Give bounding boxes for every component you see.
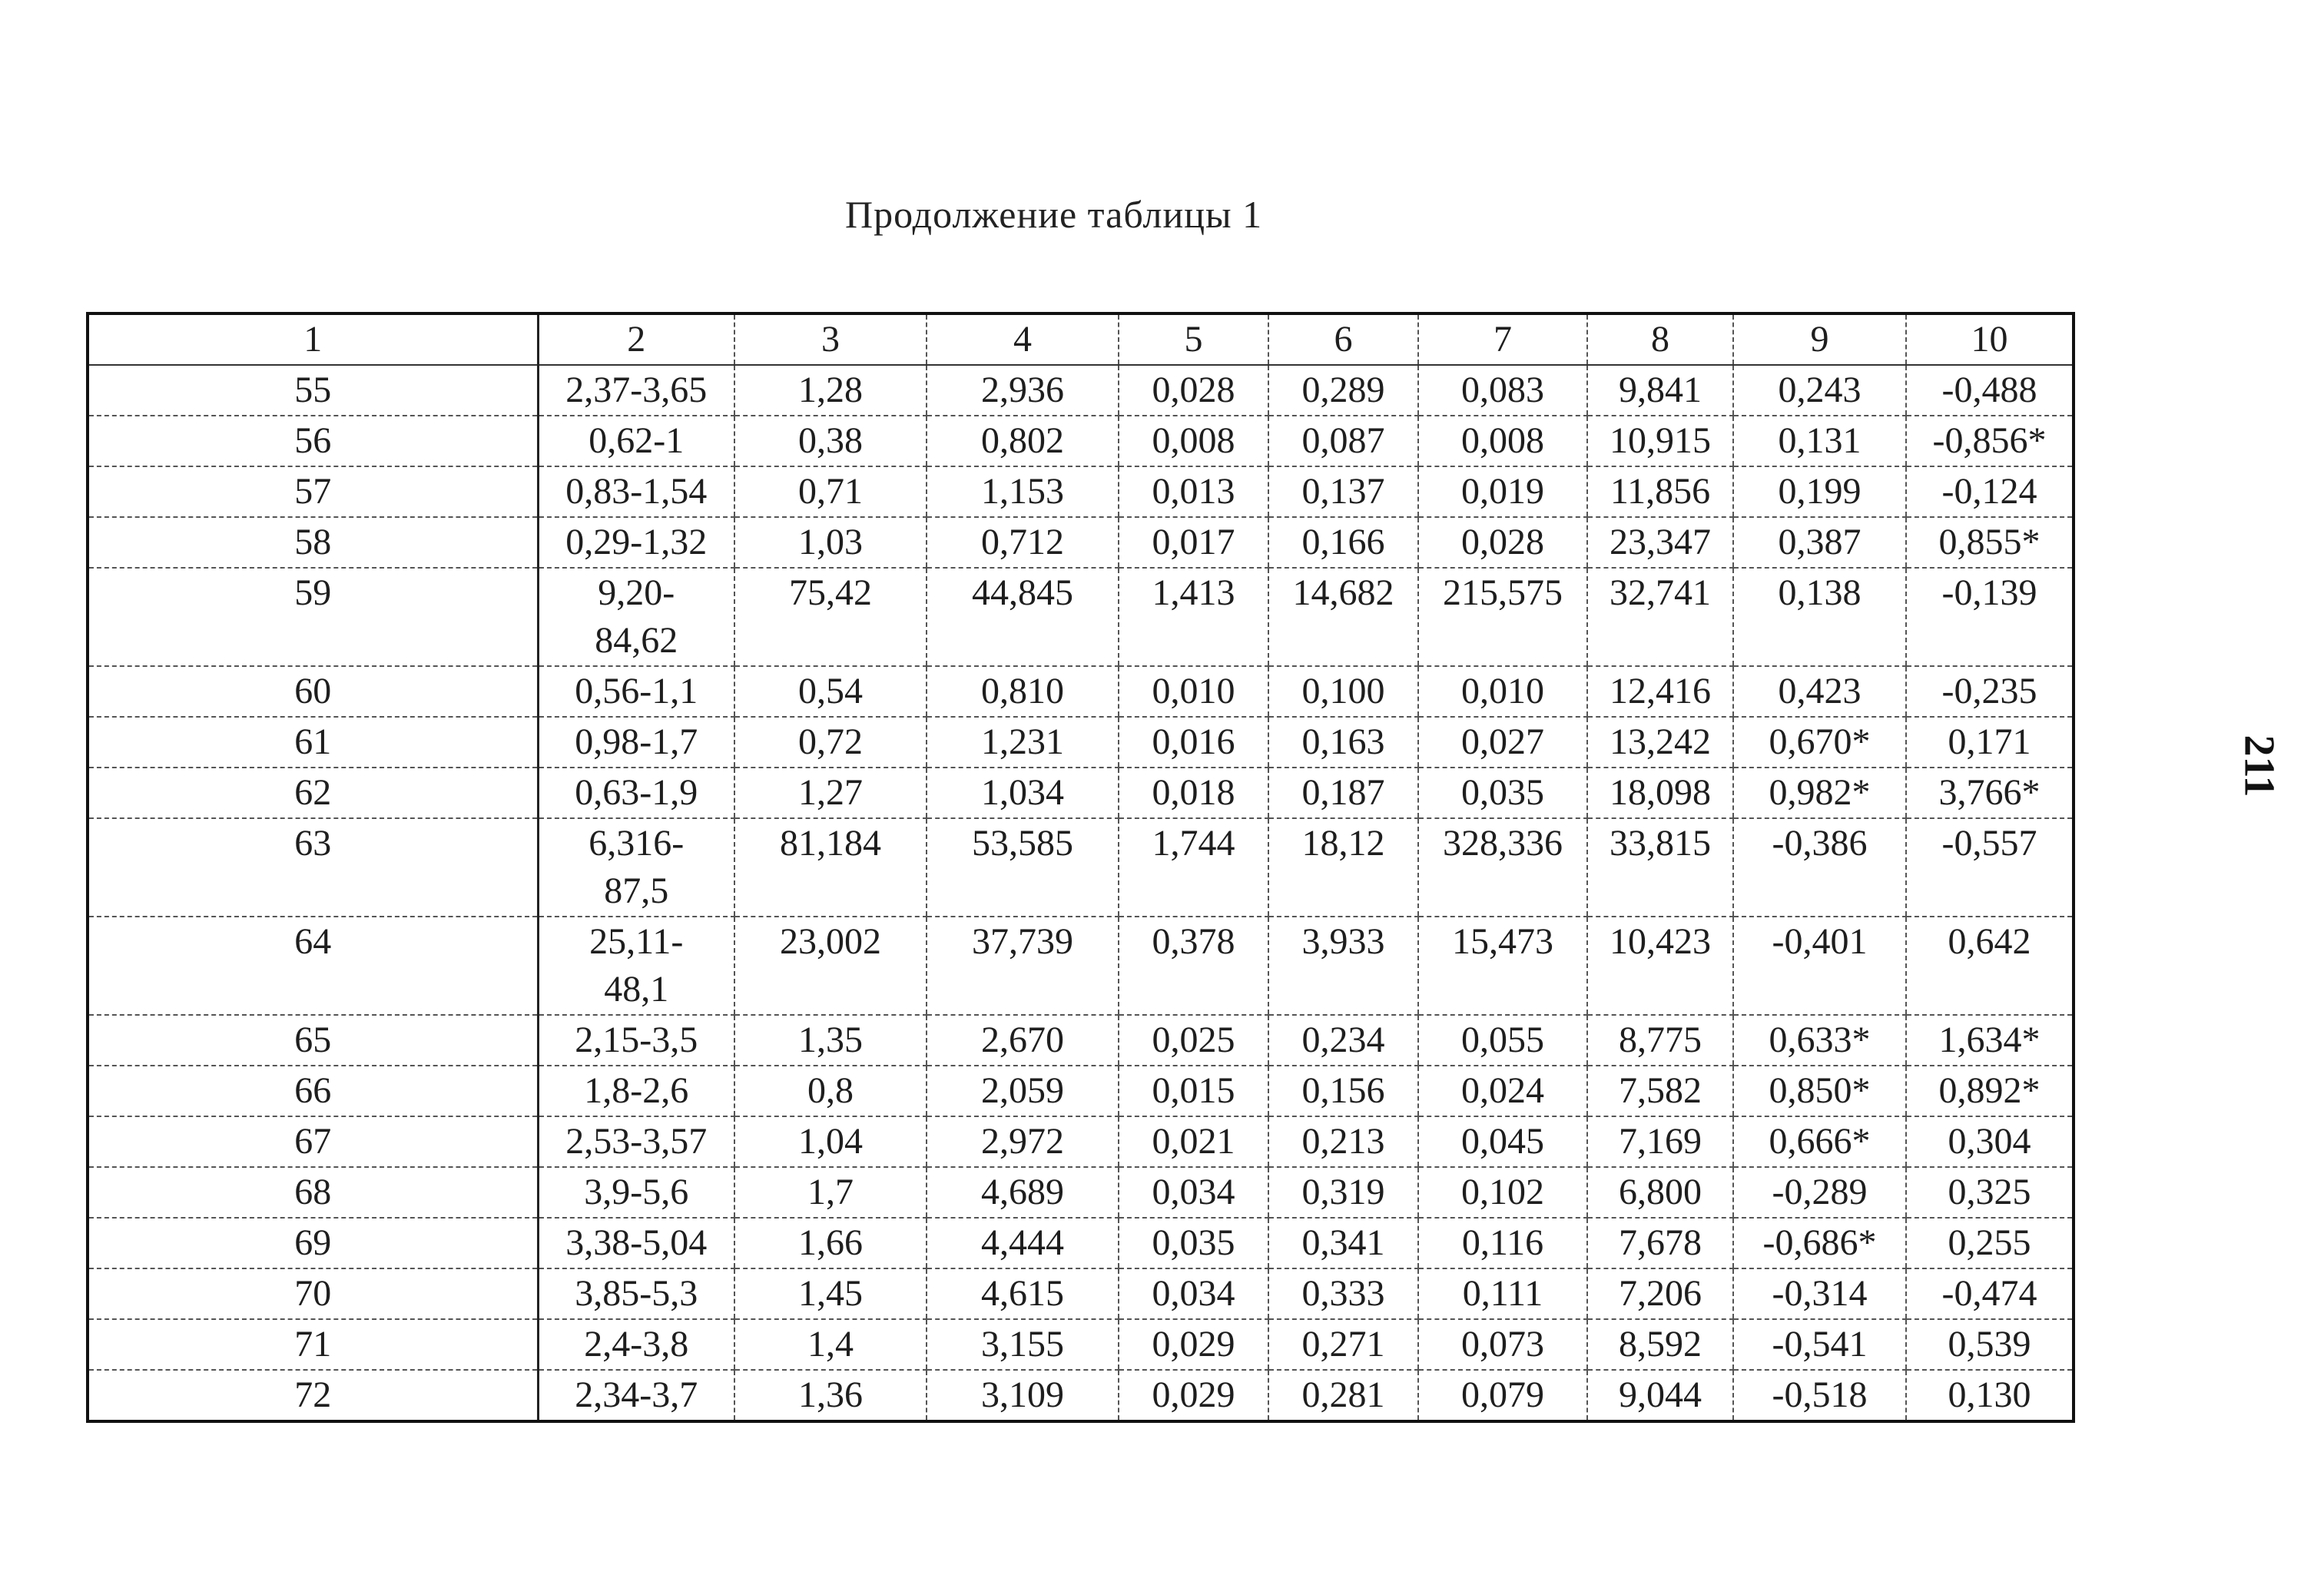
- table-cell: 0,199: [1733, 466, 1906, 517]
- table-cell: -0,235: [1906, 666, 2074, 717]
- table-cell: 37,739: [927, 917, 1119, 1015]
- row-number-cell: 66: [88, 1066, 538, 1116]
- table-cell: 0,539: [1906, 1319, 2074, 1370]
- table-cell: 0,138: [1733, 568, 1906, 666]
- table-cell: 0,055: [1418, 1015, 1587, 1066]
- table-cell: 0,034: [1119, 1268, 1268, 1319]
- table-cell: 2,670: [927, 1015, 1119, 1066]
- table-cell: -0,401: [1733, 917, 1906, 1015]
- table-cell: 0,029: [1119, 1319, 1268, 1370]
- table-cell: 0,010: [1418, 666, 1587, 717]
- table-cell: 0,712: [927, 517, 1119, 568]
- table-cell: 0,035: [1119, 1218, 1268, 1268]
- table-cell: 215,575: [1418, 568, 1587, 666]
- table-cell: 0,855*: [1906, 517, 2074, 568]
- header-cell: 1: [88, 313, 538, 365]
- table-cell: 8,775: [1587, 1015, 1733, 1066]
- table-cell: 0,100: [1268, 666, 1418, 717]
- table-cell: 1,634*: [1906, 1015, 2074, 1066]
- table-cell: 13,242: [1587, 717, 1733, 768]
- table-cell: 9,841: [1587, 365, 1733, 416]
- table-cell: 1,4: [734, 1319, 927, 1370]
- table-cell: 8,592: [1587, 1319, 1733, 1370]
- table-cell: 0,423: [1733, 666, 1906, 717]
- table-cell: 3,9-5,6: [538, 1167, 734, 1218]
- table-cell: 0,319: [1268, 1167, 1418, 1218]
- table-cell: -0,124: [1906, 466, 2074, 517]
- table-cell: 0,029: [1119, 1370, 1268, 1421]
- row-number-cell: 67: [88, 1116, 538, 1167]
- table-cell: 0,034: [1119, 1167, 1268, 1218]
- table-row: [88, 1268, 2074, 1319]
- table-cell: 0,387: [1733, 517, 1906, 568]
- row-number-cell: 62: [88, 768, 538, 818]
- table-cell: 0,137: [1268, 466, 1418, 517]
- page-number: 211: [2235, 734, 2283, 797]
- table-row: [88, 1218, 2074, 1268]
- table-cell: 0,028: [1119, 365, 1268, 416]
- row-number-cell: 60: [88, 666, 538, 717]
- table-cell: 53,585: [927, 818, 1119, 917]
- table-cell: 3,109: [927, 1370, 1119, 1421]
- table-cell: 1,744: [1119, 818, 1268, 917]
- table-cell: 81,184: [734, 818, 927, 917]
- table-row: [88, 568, 2074, 666]
- table-cell: -0,541: [1733, 1319, 1906, 1370]
- row-number-cell: 65: [88, 1015, 538, 1066]
- table-cell: 23,002: [734, 917, 927, 1015]
- table-cell: 0,71: [734, 466, 927, 517]
- table-cell: 0,378: [1119, 917, 1268, 1015]
- table-cell: 0,892*: [1906, 1066, 2074, 1116]
- table-cell: 0,666*: [1733, 1116, 1906, 1167]
- table-cell: 0,243: [1733, 365, 1906, 416]
- table-cell: 3,155: [927, 1319, 1119, 1370]
- row-number-cell: 71: [88, 1319, 538, 1370]
- table-cell: 25,11- 48,1: [538, 917, 734, 1015]
- table-cell: 1,28: [734, 365, 927, 416]
- row-number-cell: 55: [88, 365, 538, 416]
- table-cell: 0,341: [1268, 1218, 1418, 1268]
- table-cell: -0,686*: [1733, 1218, 1906, 1268]
- table-cell: 0,289: [1268, 365, 1418, 416]
- table-row: [88, 1370, 2074, 1421]
- table-row: [88, 365, 2074, 416]
- table-cell: 0,008: [1418, 416, 1587, 466]
- table-cell: 2,53-3,57: [538, 1116, 734, 1167]
- header-cell: 4: [927, 313, 1119, 365]
- table-cell: 4,444: [927, 1218, 1119, 1268]
- table-cell: 4,689: [927, 1167, 1119, 1218]
- table-cell: 0,72: [734, 717, 927, 768]
- header-cell: 2: [538, 313, 734, 365]
- table-cell: 0,045: [1418, 1116, 1587, 1167]
- table-cell: 0,281: [1268, 1370, 1418, 1421]
- table-cell: 0,255: [1906, 1218, 2074, 1268]
- table-header-row: [88, 313, 2074, 365]
- table-cell: 0,304: [1906, 1116, 2074, 1167]
- table-cell: 0,38: [734, 416, 927, 466]
- table-cell: 3,766*: [1906, 768, 2074, 818]
- table-cell: 0,234: [1268, 1015, 1418, 1066]
- table-cell: 0,019: [1418, 466, 1587, 517]
- table-cell: 0,633*: [1733, 1015, 1906, 1066]
- table-cell: 2,059: [927, 1066, 1119, 1116]
- table-row: [88, 1319, 2074, 1370]
- table-row: [88, 466, 2074, 517]
- table-cell: 10,915: [1587, 416, 1733, 466]
- table-cell: 9,20- 84,62: [538, 568, 734, 666]
- table-cell: 10,423: [1587, 917, 1733, 1015]
- header-cell: 6: [1268, 313, 1418, 365]
- table-cell: 33,815: [1587, 818, 1733, 917]
- header-cell: 7: [1418, 313, 1587, 365]
- table-cell: 32,741: [1587, 568, 1733, 666]
- table-cell: 0,670*: [1733, 717, 1906, 768]
- table-cell: 2,936: [927, 365, 1119, 416]
- table-cell: 0,027: [1418, 717, 1587, 768]
- table-cell: -0,518: [1733, 1370, 1906, 1421]
- table-cell: 0,116: [1418, 1218, 1587, 1268]
- table-cell: 0,083: [1418, 365, 1587, 416]
- table-cell: 3,933: [1268, 917, 1418, 1015]
- table-row: [88, 917, 2074, 1015]
- row-number-cell: 57: [88, 466, 538, 517]
- table-cell: 0,325: [1906, 1167, 2074, 1218]
- table-cell: 0,025: [1119, 1015, 1268, 1066]
- table-cell: 0,102: [1418, 1167, 1587, 1218]
- table-cell: -0,474: [1906, 1268, 2074, 1319]
- table-cell: 1,45: [734, 1268, 927, 1319]
- table-cell: 7,206: [1587, 1268, 1733, 1319]
- table-cell: -0,386: [1733, 818, 1906, 917]
- table-cell: 0,271: [1268, 1319, 1418, 1370]
- table-cell: 0,017: [1119, 517, 1268, 568]
- table-row: [88, 1015, 2074, 1066]
- table-cell: 0,56-1,1: [538, 666, 734, 717]
- header-cell: 9: [1733, 313, 1906, 365]
- table-cell: -0,289: [1733, 1167, 1906, 1218]
- table-cell: 7,169: [1587, 1116, 1733, 1167]
- table-cell: 0,111: [1418, 1268, 1587, 1319]
- table-cell: 0,079: [1418, 1370, 1587, 1421]
- table-cell: 1,27: [734, 768, 927, 818]
- table-cell: -0,856*: [1906, 416, 2074, 466]
- table-cell: 2,15-3,5: [538, 1015, 734, 1066]
- table-cell: 2,34-3,7: [538, 1370, 734, 1421]
- table-row: [88, 1167, 2074, 1218]
- table-cell: 23,347: [1587, 517, 1733, 568]
- header-cell: 3: [734, 313, 927, 365]
- table-cell: 1,36: [734, 1370, 927, 1421]
- table-cell: 18,098: [1587, 768, 1733, 818]
- table-cell: 4,615: [927, 1268, 1119, 1319]
- table-cell: 0,087: [1268, 416, 1418, 466]
- table-cell: 0,187: [1268, 768, 1418, 818]
- table-cell: -0,314: [1733, 1268, 1906, 1319]
- table-cell: 0,166: [1268, 517, 1418, 568]
- row-number-cell: 69: [88, 1218, 538, 1268]
- data-table: [86, 312, 2075, 1423]
- table-body: [88, 313, 2074, 1421]
- table-cell: 3,38-5,04: [538, 1218, 734, 1268]
- table-cell: 1,231: [927, 717, 1119, 768]
- table-cell: 6,316- 87,5: [538, 818, 734, 917]
- table-cell: 0,073: [1418, 1319, 1587, 1370]
- table-cell: 0,98-1,7: [538, 717, 734, 768]
- table-cell: 0,63-1,9: [538, 768, 734, 818]
- table-cell: 0,008: [1119, 416, 1268, 466]
- table-row: [88, 517, 2074, 568]
- table-cell: -0,139: [1906, 568, 2074, 666]
- table-cell: 3,85-5,3: [538, 1268, 734, 1319]
- table-cell: 2,37-3,65: [538, 365, 734, 416]
- table-row: [88, 1066, 2074, 1116]
- table-cell: 0,015: [1119, 1066, 1268, 1116]
- table-row: [88, 818, 2074, 917]
- table-cell: 0,642: [1906, 917, 2074, 1015]
- table-cell: -0,488: [1906, 365, 2074, 416]
- row-number-cell: 59: [88, 568, 538, 666]
- table-cell: 1,034: [927, 768, 1119, 818]
- table-cell: 44,845: [927, 568, 1119, 666]
- table-cell: 1,04: [734, 1116, 927, 1167]
- row-number-cell: 61: [88, 717, 538, 768]
- table-cell: 18,12: [1268, 818, 1418, 917]
- row-number-cell: 68: [88, 1167, 538, 1218]
- table-cell: 0,29-1,32: [538, 517, 734, 568]
- table-cell: 0,028: [1418, 517, 1587, 568]
- header-cell: 10: [1906, 313, 2074, 365]
- table-cell: 1,35: [734, 1015, 927, 1066]
- table-caption: Продолжение таблицы 1: [845, 193, 1263, 236]
- row-number-cell: 58: [88, 517, 538, 568]
- table-cell: 1,03: [734, 517, 927, 568]
- table-cell: 0,021: [1119, 1116, 1268, 1167]
- table-cell: 0,010: [1119, 666, 1268, 717]
- table-cell: 7,582: [1587, 1066, 1733, 1116]
- header-cell: 5: [1119, 313, 1268, 365]
- table-row: [88, 1116, 2074, 1167]
- table-cell: 11,856: [1587, 466, 1733, 517]
- table-cell: 0,035: [1418, 768, 1587, 818]
- table-cell: 1,7: [734, 1167, 927, 1218]
- table-cell: -0,557: [1906, 818, 2074, 917]
- table-cell: 0,163: [1268, 717, 1418, 768]
- table-cell: 0,130: [1906, 1370, 2074, 1421]
- table-cell: 0,333: [1268, 1268, 1418, 1319]
- table-cell: 12,416: [1587, 666, 1733, 717]
- table-cell: 0,8: [734, 1066, 927, 1116]
- row-number-cell: 63: [88, 818, 538, 917]
- row-number-cell: 72: [88, 1370, 538, 1421]
- table-cell: 2,4-3,8: [538, 1319, 734, 1370]
- table-row: [88, 666, 2074, 717]
- table-cell: 0,54: [734, 666, 927, 717]
- table-cell: 0,83-1,54: [538, 466, 734, 517]
- table-cell: 15,473: [1418, 917, 1587, 1015]
- row-number-cell: 70: [88, 1268, 538, 1319]
- table-row: [88, 717, 2074, 768]
- table-cell: 7,678: [1587, 1218, 1733, 1268]
- table-cell: 0,802: [927, 416, 1119, 466]
- table-cell: 1,153: [927, 466, 1119, 517]
- table-cell: 1,66: [734, 1218, 927, 1268]
- table-cell: 75,42: [734, 568, 927, 666]
- table-cell: 9,044: [1587, 1370, 1733, 1421]
- table-row: [88, 768, 2074, 818]
- table-cell: 0,171: [1906, 717, 2074, 768]
- table-cell: 6,800: [1587, 1167, 1733, 1218]
- table-cell: 0,213: [1268, 1116, 1418, 1167]
- row-number-cell: 56: [88, 416, 538, 466]
- table-cell: 328,336: [1418, 818, 1587, 917]
- table-cell: 0,131: [1733, 416, 1906, 466]
- table-cell: 0,982*: [1733, 768, 1906, 818]
- table-cell: 0,018: [1119, 768, 1268, 818]
- table-cell: 2,972: [927, 1116, 1119, 1167]
- table-cell: 0,024: [1418, 1066, 1587, 1116]
- table-cell: 0,850*: [1733, 1066, 1906, 1116]
- table-cell: 1,8-2,6: [538, 1066, 734, 1116]
- row-number-cell: 64: [88, 917, 538, 1015]
- table-cell: 0,810: [927, 666, 1119, 717]
- table-cell: 1,413: [1119, 568, 1268, 666]
- table-cell: 0,016: [1119, 717, 1268, 768]
- table-row: [88, 416, 2074, 466]
- table-cell: 0,156: [1268, 1066, 1418, 1116]
- header-cell: 8: [1587, 313, 1733, 365]
- table-cell: 14,682: [1268, 568, 1418, 666]
- table-cell: 0,013: [1119, 466, 1268, 517]
- table-cell: 0,62-1: [538, 416, 734, 466]
